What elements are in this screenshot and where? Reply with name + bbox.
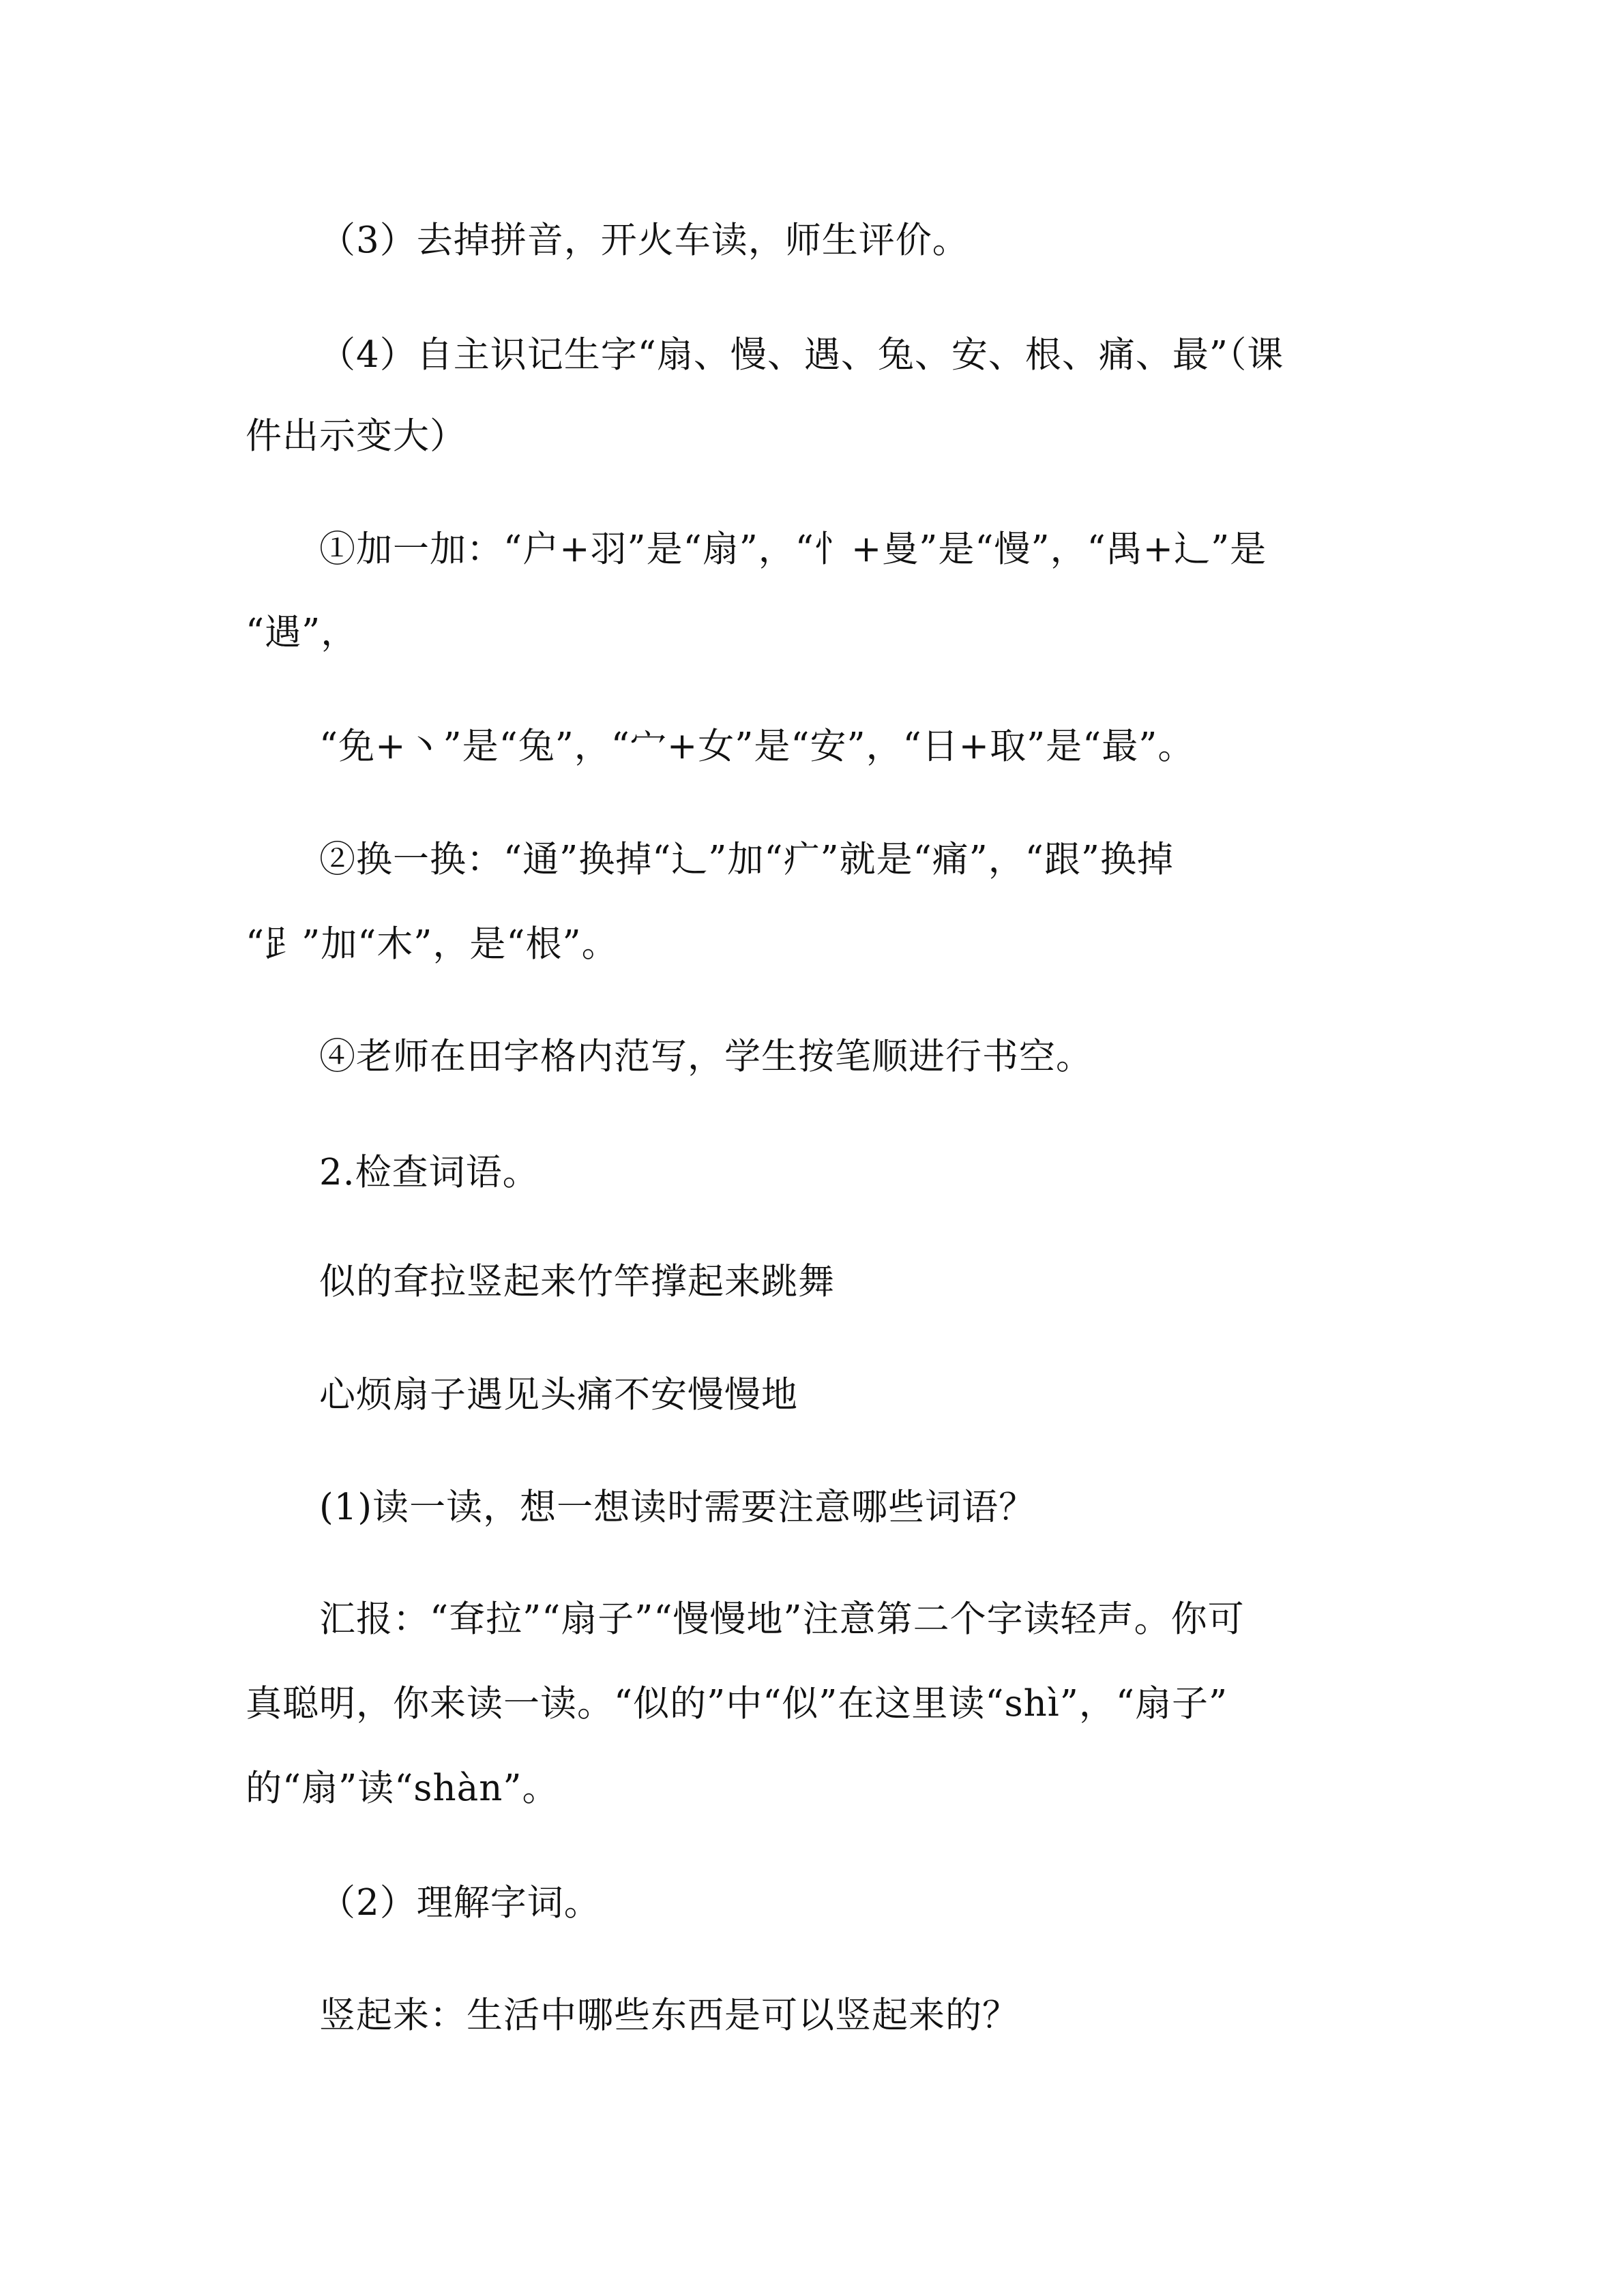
paragraph-add-line-2: “遇”， bbox=[246, 612, 358, 653]
paragraph-report-line-1: 汇报：“耷拉”“扇子”“慢慢地”注意第二个字读轻声。你可 bbox=[319, 1598, 1245, 1640]
paragraph-demo-writing: ④老师在田字格内范写，学生按笔顺进行书空。 bbox=[319, 1036, 1093, 1077]
paragraph-report-line-2: 真聪明，你来读一读。“似的”中“似”在这里读“shì”，“扇子” bbox=[246, 1683, 1228, 1725]
paragraph-read-question: (1)读一读，想一想读时需要注意哪些词语？ bbox=[319, 1487, 1036, 1528]
paragraph-stand-up-question: 竖起来：生活中哪些东西是可以竖起来的？ bbox=[319, 1995, 1019, 2036]
word-list-line-2: 心烦扇子遇见头痛不安慢慢地 bbox=[319, 1374, 798, 1416]
paragraph-swap-line-1: ②换一换：“通”换掉“辶”加“疒”就是“痛”，“跟”换掉 bbox=[319, 839, 1174, 880]
paragraph-add-line-1: ①加一加：“户+羽”是“扇”，“忄+曼”是“慢”，“禺+辶”是 bbox=[319, 528, 1267, 570]
paragraph-swap-line-2: “𧾷”加“木”，是“根”。 bbox=[246, 923, 619, 965]
paragraph-step-4-line-1: （4）自主识记生字“扇、慢、遇、兔、安、根、痛、最”（课 bbox=[319, 334, 1284, 376]
paragraph-step-4-line-2: 件出示变大） bbox=[246, 415, 467, 457]
paragraph-report-line-3: 的“扇”读“shàn”。 bbox=[246, 1768, 559, 1809]
paragraph-step-3: （3）去掉拼音，开火车读，师生评价。 bbox=[319, 220, 969, 261]
section-check-words: 2.检查词语。 bbox=[319, 1152, 540, 1193]
paragraph-add-line-3: “免+丶”是“兔”，“宀+女”是“安”，“日+取”是“最”。 bbox=[319, 726, 1195, 767]
paragraph-understand-words: （2）理解字词。 bbox=[319, 1882, 601, 1924]
word-list-line-1: 似的耷拉竖起来竹竿撑起来跳舞 bbox=[319, 1261, 835, 1302]
